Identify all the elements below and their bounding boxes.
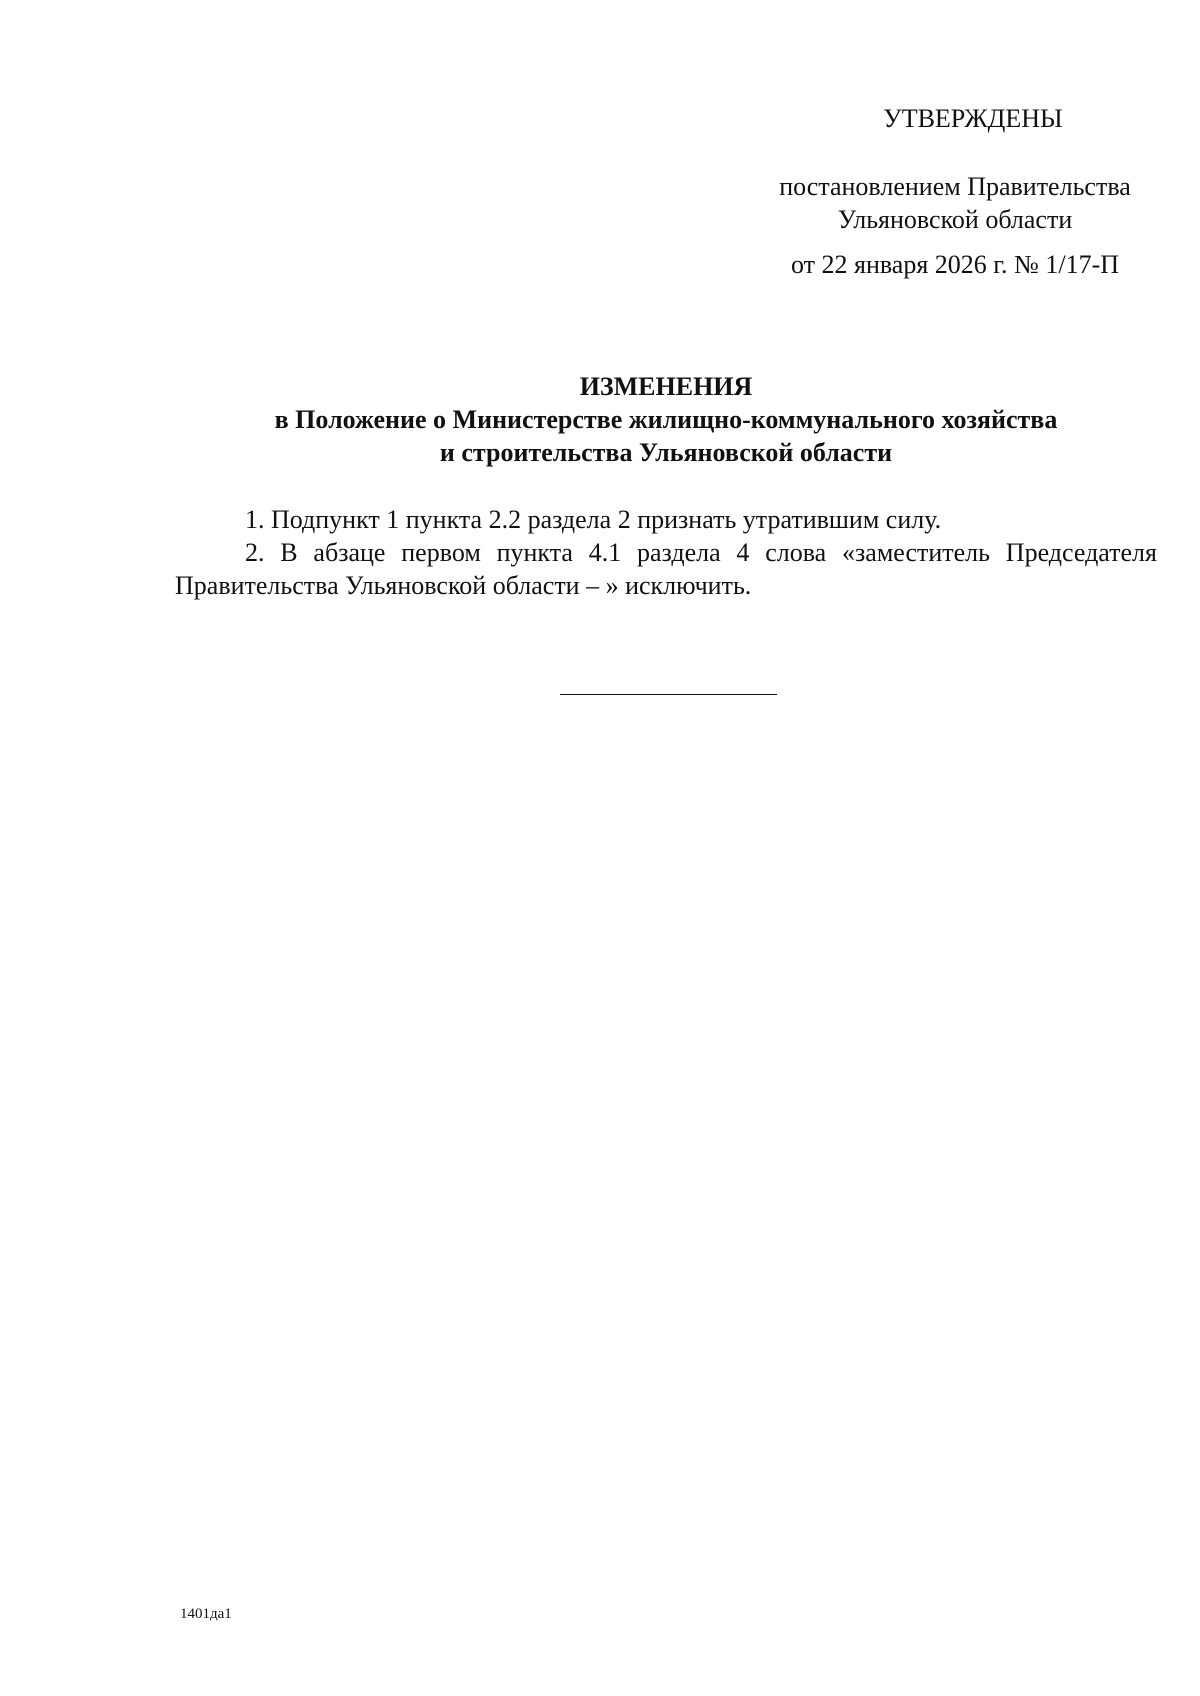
title-sub-1: в Положение о Министерстве жилищно-коммунального хозяйства bbox=[274, 405, 1058, 434]
approval-label: УТВЕРЖДЕНЫ bbox=[883, 104, 1063, 133]
item-2: 2. В абзаце первом пункта 4.1 раздела 4 слова «заместитель Председателя Правительства Ульяновской области – » исключить. bbox=[175, 538, 1157, 600]
title-main: ИЗМЕНЕНИЯ bbox=[579, 372, 753, 401]
title-sub-2: и строительства Ульяновской области bbox=[439, 438, 893, 467]
approval-line-1: постановлением Правительства bbox=[779, 172, 1131, 201]
document-body bbox=[175, 503, 1157, 602]
item-1: 1. Подпункт 1 пункта 2.2 раздела 2 признать утратившим силу. bbox=[245, 505, 942, 534]
approval-date-number: от 22 января 2026 г. № 1/17-П bbox=[790, 250, 1120, 279]
end-divider bbox=[560, 694, 777, 695]
approval-block bbox=[740, 170, 1170, 281]
document-title bbox=[175, 370, 1157, 469]
footer-code: 1401да1 bbox=[180, 1606, 232, 1622]
approval-stamp bbox=[740, 104, 1170, 134]
approval-line-2: Ульяновской области bbox=[837, 205, 1073, 234]
